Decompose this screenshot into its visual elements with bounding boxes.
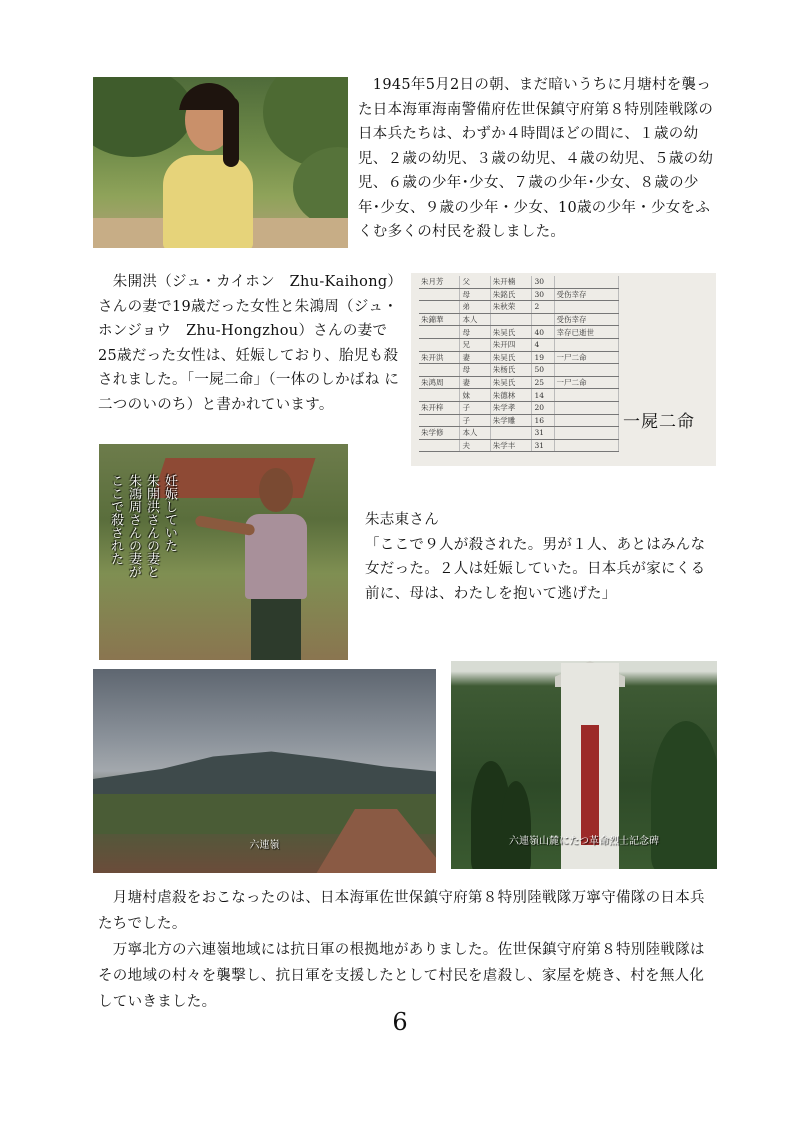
closing-paragraph-1: 月塘村虐殺をおこなったのは、日本海軍佐世保鎮守府第８特別陸戦隊万寧守備隊の日本兵たちでした。 (98, 890, 705, 932)
table-cell: 朱学孝 (490, 401, 532, 414)
table-cell: 25 (532, 376, 554, 389)
table-cell: 一尸二命 (554, 376, 618, 389)
table-cell: 朱錦華 (419, 313, 460, 326)
table-cell: 朱开梓 (419, 401, 460, 414)
table-cell: 16 (532, 414, 554, 427)
table-cell: 兄 (460, 338, 490, 351)
table-cell (419, 326, 460, 339)
table-cell (419, 364, 460, 377)
table-cell: 受伤幸存 (554, 288, 618, 301)
table-cell: 2 (532, 301, 554, 314)
table-cell: 朱吴氏 (490, 351, 532, 364)
table-cell: 妻 (460, 376, 490, 389)
page-number: 6 (392, 1008, 408, 1036)
table-cell: 受伤幸存 (554, 313, 618, 326)
table-cell (419, 288, 460, 301)
table-cell: 朱吴氏 (490, 376, 532, 389)
table-row (419, 351, 619, 364)
table-cell: 30 (532, 276, 554, 288)
photo-girl (93, 77, 348, 248)
table-row (419, 288, 619, 301)
table-cell: 朱开楠 (490, 276, 532, 288)
pregnant-paragraph: 朱開洪（ジュ・カイホン Zhu-Kaihong）さんの妻で19歳だった女性と朱鴻周（ジュ・ホンジョウ Zhu-Hongzhou）さんの妻で25歳だった女性は、妊娠しており、胎児も殺されました。「一屍二命」（一体のしかばね に二つのいのち）と書かれています。 (98, 274, 400, 413)
table-cell: 父 (460, 276, 490, 288)
overlay-line-4: ここで殺された (108, 474, 123, 565)
table-cell: 31 (532, 439, 554, 452)
table-cell: 夫 (460, 439, 490, 452)
table-cell: 30 (532, 288, 554, 301)
table-cell (554, 364, 618, 377)
table-row (419, 326, 619, 339)
table-cell: 子 (460, 401, 490, 414)
victim-table (419, 276, 619, 452)
table-row (419, 427, 619, 440)
table-cell (419, 301, 460, 314)
table-cell: 4 (532, 338, 554, 351)
table-cell: 朱鸿周 (419, 376, 460, 389)
table-row (419, 389, 619, 402)
table-cell: 50 (532, 364, 554, 377)
table-cell: 20 (532, 401, 554, 414)
table-row (419, 376, 619, 389)
table-row (419, 313, 619, 326)
table-row (419, 414, 619, 427)
table-cell (554, 401, 618, 414)
intro-paragraph: 1945年5月2日の朝、まだ暗いうちに月塘村を襲った日本海軍海南警備府佐世保鎮守府第８特別陸戦隊の日本兵たちは、わずか４時間ほどの間に、１歳の幼児、２歳の幼児、３歳の幼児、４歳の幼児、５歳の幼児、６歳の少年･少女、７歳の少年･少女、８歳の少年･少女、９歳の少年・少女、10歳の少年・少女をふくむ多くの村民を殺しました。 (358, 77, 714, 240)
table-cell: 本人 (460, 427, 490, 440)
table-cell (490, 427, 532, 440)
speaker-name: 朱志東さん (365, 512, 439, 528)
table-cell: 朱学丰 (490, 439, 532, 452)
table-row (419, 276, 619, 288)
overlay-line-3: 朱鴻周さんの妻が (126, 474, 141, 578)
table-cell (554, 389, 618, 402)
table-cell: 母 (460, 364, 490, 377)
table-cell (419, 439, 460, 452)
table-cell (419, 414, 460, 427)
table-cell (532, 313, 554, 326)
table-cell: 朱吴氏 (490, 326, 532, 339)
overlay-line-1: 妊娠していた (162, 474, 177, 552)
table-cell: 19 (532, 351, 554, 364)
photo-victim-table (411, 273, 716, 466)
table-cell: 一尸二命 (554, 351, 618, 364)
table-cell (554, 276, 618, 288)
table-cell: 朱德林 (490, 389, 532, 402)
table-cell: 朱杨氏 (490, 364, 532, 377)
table-cell: 14 (532, 389, 554, 402)
table-row (419, 301, 619, 314)
speaker-block (365, 508, 720, 606)
table-cell (554, 414, 618, 427)
photo-liulianling (93, 669, 436, 873)
table-cell: 母 (460, 326, 490, 339)
table-cell: 弟 (460, 301, 490, 314)
table-cell: 朱开洪 (419, 351, 460, 364)
monument-caption: 六連嶺山麓にたつ革命烈士記念碑 (509, 836, 659, 847)
table-cell (554, 427, 618, 440)
table-cell (554, 301, 618, 314)
mountain-caption: 六連嶺 (249, 840, 280, 851)
table-cell: 妻 (460, 351, 490, 364)
table-cell (419, 389, 460, 402)
photo-monument (451, 661, 717, 869)
table-cell (419, 338, 460, 351)
table-cell (490, 313, 532, 326)
table-cell: 31 (532, 427, 554, 440)
table-cell: 妹 (460, 389, 490, 402)
table-cell: 朱学雕 (490, 414, 532, 427)
photo-zhu-zhidong (99, 444, 348, 660)
table-cell: 朱秋荣 (490, 301, 532, 314)
table-cell: 朱开四 (490, 338, 532, 351)
table-cell: 40 (532, 326, 554, 339)
overlay-line-2: 朱開洪さんの妻と (144, 474, 159, 578)
closing-paragraph-2: 万寧北方の六連嶺地域には抗日軍の根拠地がありました。佐世保鎮守府第８特別陸戦隊はその地域の村々を襲撃し、抗日軍を支援したとして村民を虐殺し、家屋を焼き、村を無人化していきました。 (98, 942, 705, 1010)
table-row (419, 364, 619, 377)
table-row (419, 401, 619, 414)
closing-paragraphs (98, 885, 718, 1015)
table-cell (554, 439, 618, 452)
table-cell: 本人 (460, 313, 490, 326)
table-cell: 朱学修 (419, 427, 460, 440)
table-cell: 朱銘氏 (490, 288, 532, 301)
table-cell: 母 (460, 288, 490, 301)
table-row (419, 439, 619, 452)
table-row (419, 338, 619, 351)
speaker-quote: 「ここで９人が殺された。男が１人、あとはみんな女だった。２人は妊娠していた。日本兵が家にくる前に、母は、わたしを抱いて逃げた」 (365, 536, 706, 602)
table-note: 一屍二命 (623, 412, 695, 432)
table-cell: 子 (460, 414, 490, 427)
table-cell: 幸存已逝世 (554, 326, 618, 339)
table-cell: 朱月芳 (419, 276, 460, 288)
table-cell (554, 338, 618, 351)
